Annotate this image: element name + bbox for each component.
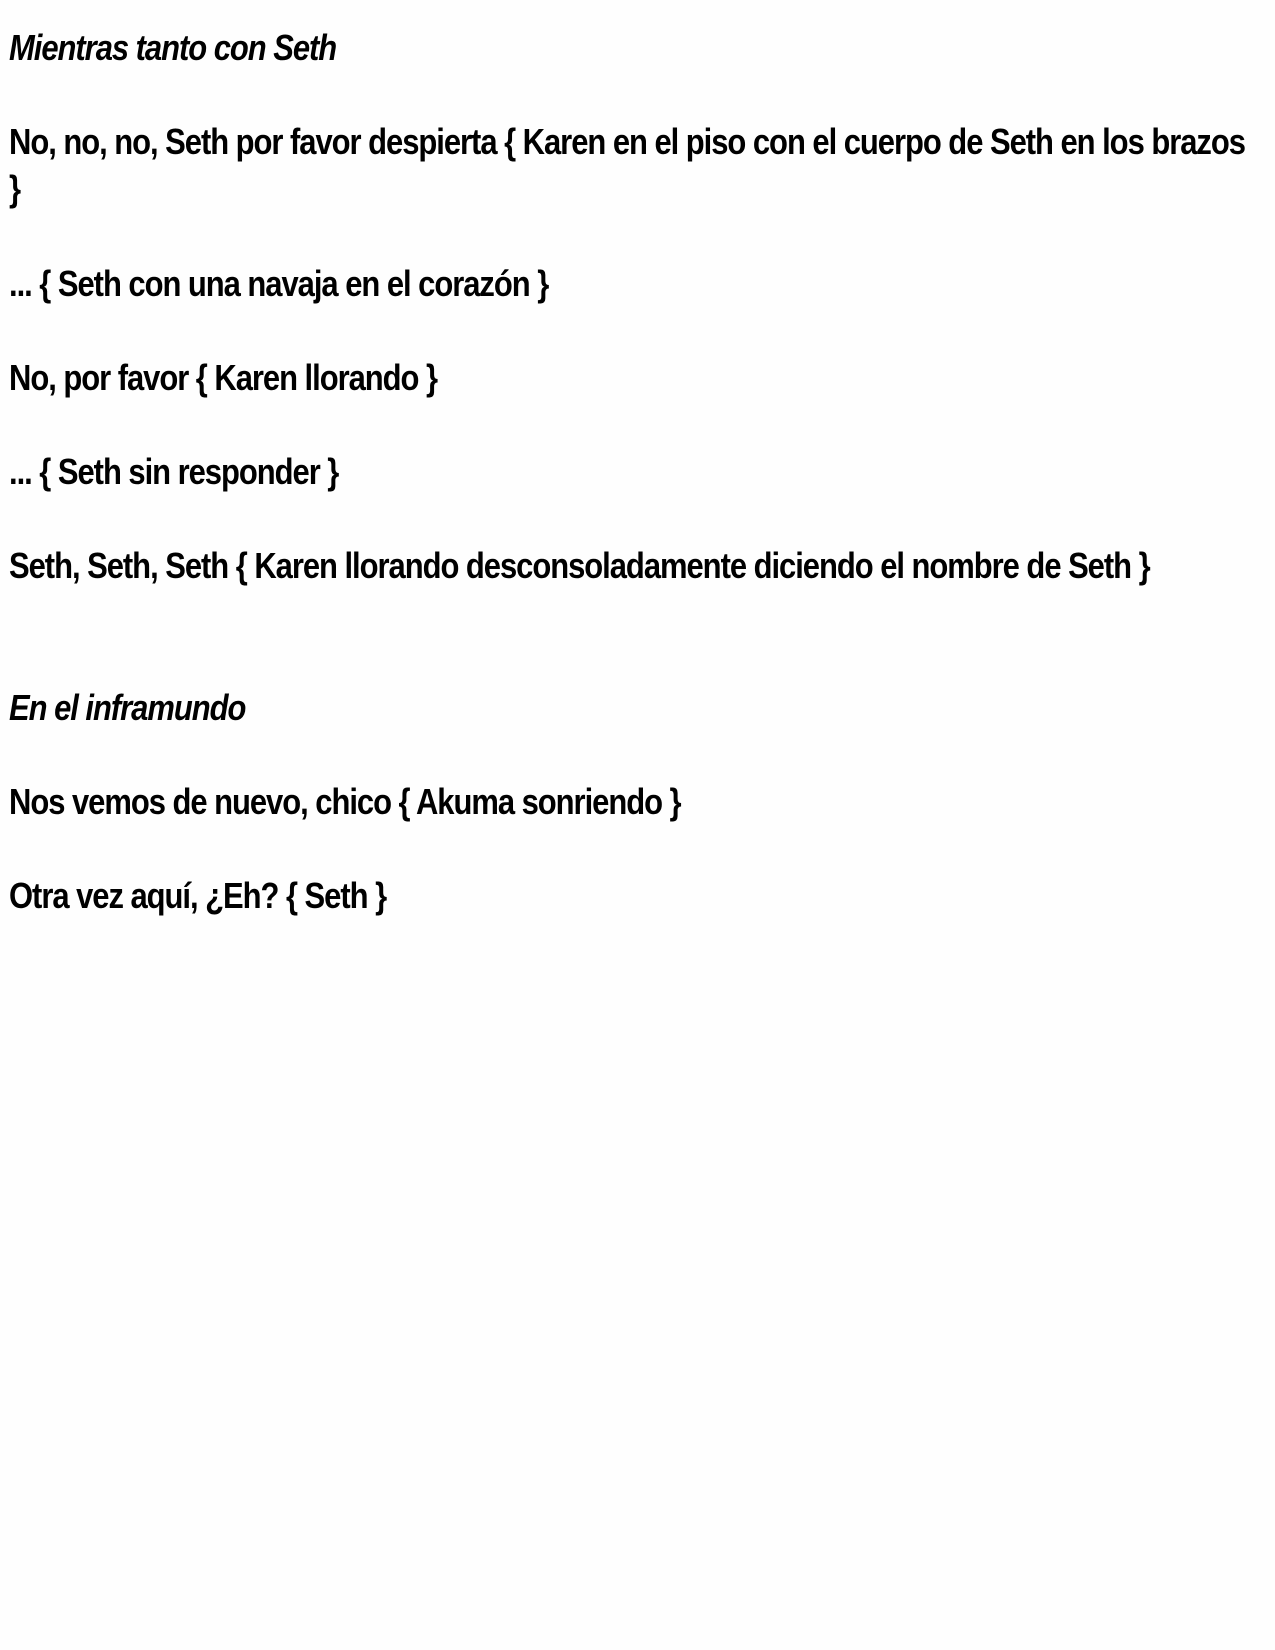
- dialogue-paragraph: Otra vez aquí, ¿Eh? { Seth }: [9, 875, 387, 916]
- dialogue-paragraph: ... { Seth con una navaja en el corazón }: [9, 263, 549, 304]
- dialogue-paragraph: Seth, Seth, Seth { Karen llorando desconsoladamente diciendo el nombre de Seth }: [9, 545, 1150, 586]
- dialogue-paragraph: Nos vemos de nuevo, chico { Akuma sonriendo }: [9, 781, 681, 822]
- scene-heading: En el inframundo: [9, 687, 246, 728]
- dialogue-paragraph: No, por favor { Karen llorando }: [9, 357, 438, 398]
- scene-heading: Mientras tanto con Seth: [9, 27, 337, 68]
- dialogue-paragraph: No, no, no, Seth por favor despierta { Karen en el piso con el cuerpo de Seth en los brazos }: [9, 121, 1245, 209]
- dialogue-paragraph: ... { Seth sin responder }: [9, 451, 339, 492]
